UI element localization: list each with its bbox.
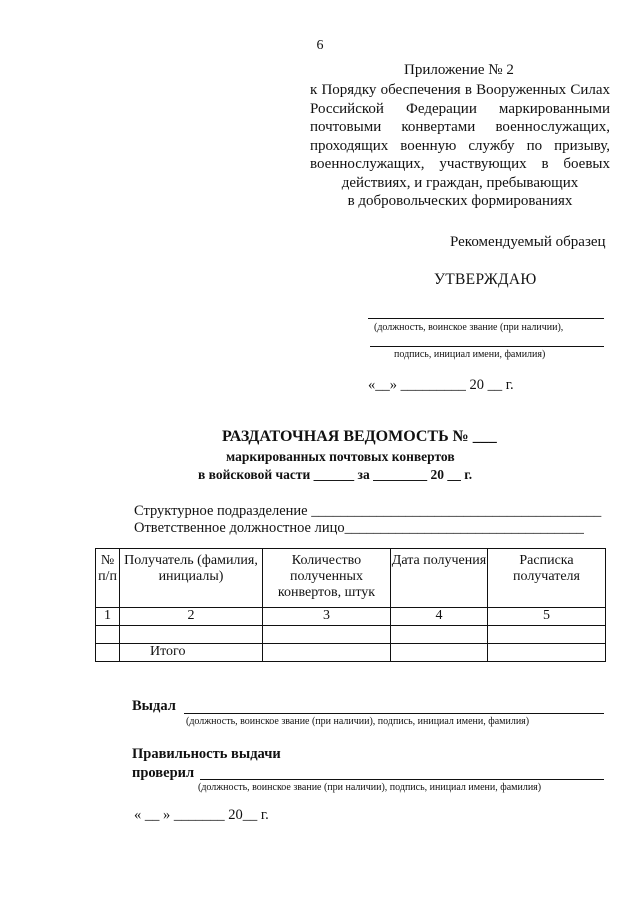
- checked-by-line: [200, 779, 604, 780]
- checked-by-label: Правильность выдачи: [132, 746, 281, 762]
- approval-position-line: [368, 318, 604, 319]
- table-cell: [120, 626, 263, 644]
- approval-signature-line: [370, 346, 604, 347]
- table-cell: [391, 644, 488, 662]
- appendix-line: проходящих военную службу по призыву,: [310, 137, 610, 154]
- appendix-line: действиях, и граждан, пребывающих: [341, 174, 579, 191]
- issued-by-caption: (должность, воинское звание (при наличии), подпись, инициал имени, фамилия): [186, 716, 530, 727]
- issued-by-label: Выдал: [132, 698, 176, 714]
- column-header-signature: Расписка получателя: [488, 549, 606, 608]
- sample-label: Рекомендуемый образец: [450, 234, 606, 250]
- table-cell: 5: [488, 608, 606, 626]
- document-title: РАЗДАТОЧНАЯ ВЕДОМОСТЬ № ___: [222, 428, 497, 445]
- issued-by-line: [184, 713, 604, 714]
- table-header-row: [96, 549, 606, 608]
- total-label: Итого: [120, 644, 263, 662]
- approval-position-caption: (должность, воинское звание (при наличии),: [374, 322, 564, 333]
- appendix-line: в добровольческих формированиях: [347, 193, 573, 209]
- page-number: 6: [316, 38, 324, 53]
- column-header-date: Дата получения: [391, 549, 488, 608]
- table-numbering-row: [96, 608, 606, 626]
- column-header-number: № п/п: [96, 549, 120, 608]
- table-row: [96, 626, 606, 644]
- checked-by-label-continued: проверил: [132, 765, 195, 781]
- table-cell: [263, 644, 391, 662]
- structural-unit-field: Структурное подразделение ________________________________________: [134, 503, 602, 519]
- appendix-line: к Порядку обеспечения в Вооруженных Силах: [310, 82, 610, 98]
- table-cell: [96, 626, 120, 644]
- table-cell: 3: [263, 608, 391, 626]
- table-cell: [96, 644, 120, 662]
- issuance-table: [95, 548, 606, 662]
- appendix-title: Приложение № 2: [404, 62, 514, 78]
- approval-signature-caption: подпись, инициал имени, фамилия): [394, 349, 546, 360]
- column-header-recipient: Получатель (фамилия, инициалы): [120, 549, 263, 608]
- table-total-row: [96, 644, 606, 662]
- approval-title: УТВЕРЖДАЮ: [434, 271, 537, 288]
- responsible-officer-field: Ответственное должностное лицо_________________________________: [134, 520, 584, 536]
- appendix-line: военнослужащих, участвующих в боевых: [310, 156, 610, 172]
- column-header-quantity: Количество полученных конвертов, штук: [263, 549, 391, 608]
- table-cell: [263, 626, 391, 644]
- table-cell: [488, 626, 606, 644]
- document-subtitle: маркированных почтовых конвертов: [226, 449, 455, 464]
- footer-date: « __ » _______ 20__ г.: [134, 807, 269, 823]
- checked-by-caption: (должность, воинское звание (при наличии), подпись, инициал имени, фамилия): [198, 782, 542, 793]
- appendix-line: Российской Федерации маркированными: [310, 100, 610, 117]
- approval-date: «__» _________ 20 __ г.: [368, 377, 514, 393]
- appendix-line: почтовыми конвертами военнослужащих,: [310, 119, 610, 135]
- table-cell: [488, 644, 606, 662]
- appendix-body: [310, 81, 610, 211]
- document-period: в войсковой части ______ за ________ 20 __ г.: [198, 467, 473, 482]
- table-cell: [391, 626, 488, 644]
- table-cell: 2: [120, 608, 263, 626]
- table-cell: 1: [96, 608, 120, 626]
- table-cell: 4: [391, 608, 488, 626]
